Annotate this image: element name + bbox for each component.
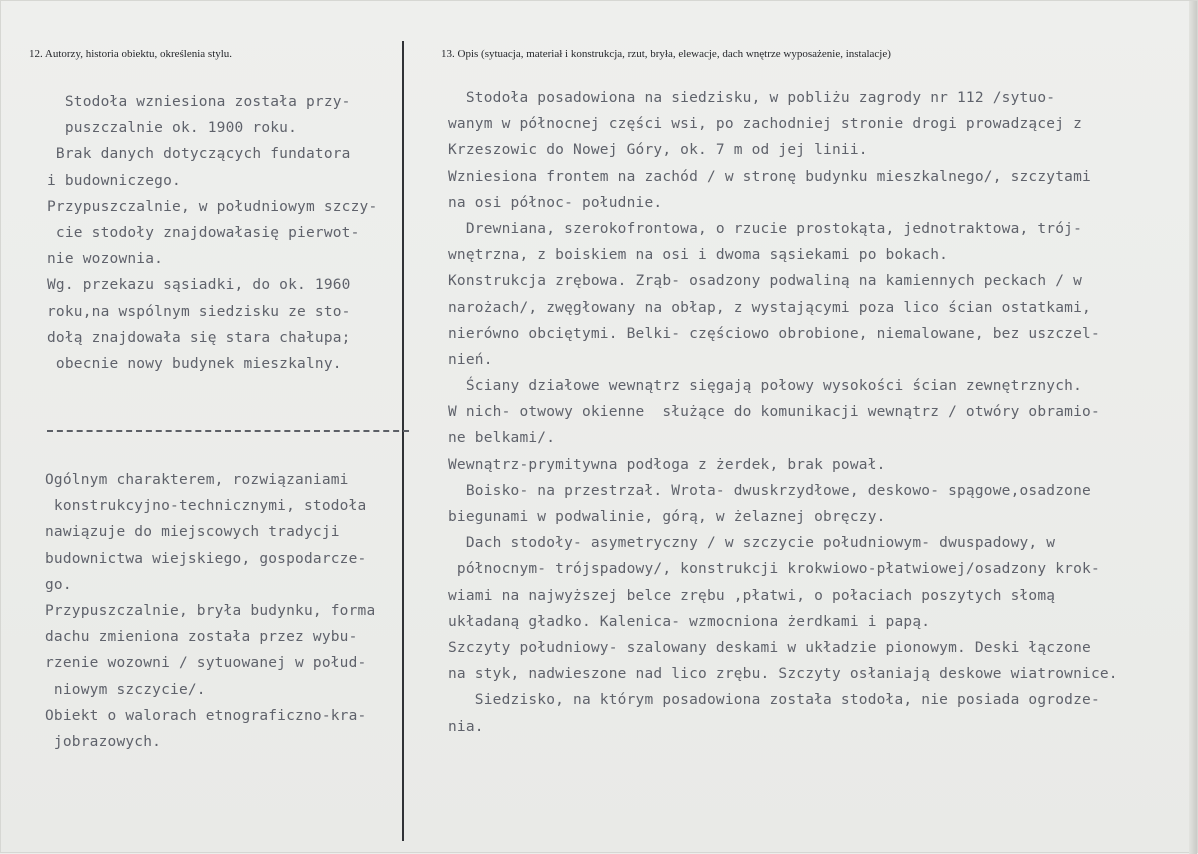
text-line: nawiązuje do miejscowych tradycji [45,524,340,541]
text-line: W nich- otwowy okienne służące do komunikacji wewnątrz / otwóry obramio- [448,404,1100,421]
text-line: na osi północ- południe. [448,194,663,211]
text-line: ne belkami/. [448,430,556,447]
text-line: budownictwa wiejskiego, gospodarcze- [45,550,367,567]
text-line: Szczyty południowy- szalowany deskami w układzie pionowym. Deski łączone [448,639,1091,656]
text-line: Konstrukcja zrębowa. Zrąb- osadzony podwaliną na kamiennych peckach / w [448,273,1083,290]
text-line: rzenie wozowni / sytuowanej w połud- [45,655,367,672]
text-line: Brak danych dotyczących fundatora [47,146,351,163]
text-line: wiami na najwyższej belce zrębu ,płatwi, o połaciach poszytych słomą [448,587,1056,604]
text-line: biegunami w podwalinie, górą, w żelaznej obręczy. [448,509,886,525]
text-line: wnętrzna, z boiskiem na osi i dwoma sąsiekami po bokach. [448,247,949,264]
text-line: narożach/, zwęgłowany na obłap, z wystającymi poza lico ścian ostatkami, [448,299,1091,316]
text-line: Przypuszczalnie, w południowym szczy- [47,198,378,215]
text-line: Krzeszowic do Nowej Góry, ok. 7 m od jej linii. [448,142,868,159]
text-line: Wzniesiona frontem na zachód / w stronę budynku mieszkalnego/, szczytami [448,168,1091,185]
section-13-header: 13. Opis (sytuacja, materiał i konstrukcja, rzut, bryła, elewacje, dach wnętrze wyposażenie, instalacje) [441,48,891,60]
text-line: Ogólnym charakterem, rozwiązaniami [45,472,349,488]
text-line: nień. [448,351,493,368]
column-divider [402,41,404,841]
text-line: jobrazowych. [45,733,162,750]
text-line: układaną gładko. Kalenica- wzmocniona żerdkami i papą. [448,613,931,630]
text-line: puszczalnie ok. 1900 roku. [47,120,298,137]
text-line: Wg. przekazu sąsiadki, do ok. 1960 [47,277,351,294]
text-line: wanym w północnej części wsi, po zachodniej stronie drogi prowadzącej z [448,116,1083,133]
text-line: dachu zmieniona została przez wybu- [45,629,358,646]
text-line: nia. [448,718,484,735]
text-line: Przypuszczalnie, bryła budynku, forma [45,602,376,619]
text-line: Boisko- na przestrzał. Wrota- dwuskrzydłowe, deskowo- spągowe,osadzone [448,482,1091,499]
section-12-header: 12. Autorzy, historia obiektu, określenia stylu. [29,48,233,60]
text-line: Stodoła posadowiona na siedzisku, w pobliżu zagrody nr 112 /sytuo- [448,90,1056,106]
text-line: Stodoła wzniesiona została przy- [47,94,351,110]
style-text [45,467,375,755]
text-line: obecnie nowy budynek mieszkalny. [47,355,342,372]
text-line: na styk, nadwieszone nad lico zrębu. Szczyty osłaniają deskowe wiatrownice. [448,666,1118,683]
card-edge [1189,1,1197,854]
text-line: Obiekt o walorach etnograficzno-kra- [45,707,367,724]
text-line: północnym- trójspadowy/, konstrukcji krokwiowo-płatwiowej/osadzony krok- [448,561,1100,578]
dashed-separator [47,430,409,432]
text-line: Dach stodoły- asymetryczny / w szczycie południowym- dwuspadowy, w [448,535,1056,552]
text-line: Wewnątrz-prymitywna podłoga z żerdek, brak pował. [448,456,886,473]
text-line: niowym szczycie/. [45,681,206,698]
text-line: cie stodoły znajdowałasię pierwot- [47,224,360,241]
text-line: nierówno obciętymi. Belki- częściowo obrobione, niemalowane, bez uszczel- [448,325,1100,342]
text-line: roku,na wspólnym siedzisku ze sto- [47,303,351,320]
history-text [47,89,377,377]
text-line: konstrukcyjno-technicznymi, stodoła [45,498,367,515]
text-line: Ściany działowe wewnątrz sięgają połowy wysokości ścian zewnętrznych. [448,378,1083,395]
text-line: dołą znajdowała się stara chałupa; [47,329,351,346]
text-line: go. [45,576,72,593]
text-line: nie wozownia. [47,251,164,268]
text-line: Drewniana, szerokofrontowa, o rzucie prostokąta, jednotraktowa, trój- [448,220,1083,237]
text-line: i budowniczego. [47,172,181,189]
text-line: Siedzisko, na którym posadowiona została stodoła, nie posiada ogrodze- [448,692,1100,709]
description-text [448,85,1118,740]
